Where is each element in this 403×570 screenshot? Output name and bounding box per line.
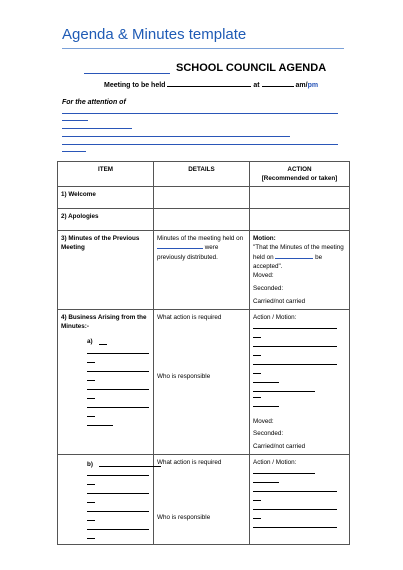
business-action: [250, 310, 350, 455]
attention-line-6[interactable]: [62, 151, 86, 152]
table-row: [58, 310, 350, 455]
attention-line-3[interactable]: [62, 128, 132, 129]
agenda-title: SCHOOL COUNCIL AGENDA: [176, 62, 327, 74]
action-motion-label: Action / Motion:: [253, 314, 297, 322]
header-action-sub: [Recommended or taken]: [261, 175, 338, 183]
table-row: [58, 209, 350, 231]
action-lines-b[interactable]: [253, 467, 346, 530]
agenda-heading: [84, 62, 344, 74]
table-row: [58, 187, 350, 209]
who-responsible-label-b: Who is responsible: [157, 513, 211, 521]
what-action-label-b: What action is required: [157, 458, 222, 466]
meeting-time-blank[interactable]: [262, 86, 294, 87]
row-welcome: 1) Welcome: [58, 187, 154, 209]
minutes-details: Minutes of the meeting held on were previously distributed.: [154, 231, 250, 310]
sub-item-b: b): [61, 460, 150, 469]
header-item: ITEM: [58, 162, 154, 187]
attention-line-5[interactable]: [62, 144, 338, 145]
attention-line-1[interactable]: [62, 113, 338, 114]
seconded-label-2: Seconded:: [253, 430, 284, 438]
carried-label-2: Carried/not carried: [253, 442, 306, 450]
motion-date-blank[interactable]: [275, 258, 313, 259]
apologies-details[interactable]: [154, 209, 250, 231]
row-apologies: 2) Apologies: [58, 209, 154, 231]
document-title: Agenda & Minutes template: [62, 26, 247, 43]
attention-line-2[interactable]: [62, 120, 88, 121]
agenda-table: [57, 161, 350, 545]
moved-label-2: Moved:: [253, 418, 274, 426]
what-action-label: What action is required: [157, 314, 222, 322]
title-rule: [62, 48, 344, 49]
at-label: at: [253, 82, 260, 89]
meeting-line: [104, 82, 318, 89]
sub-b-action: [250, 454, 350, 544]
meeting-date-blank[interactable]: [167, 86, 251, 87]
moved-label: Moved:: [253, 271, 274, 279]
minutes-action: Motion: "That the Minutes of the meeting held on be accepted". Moved: Seconded: Carried/not carried: [250, 231, 350, 310]
minutes-date-blank[interactable]: [157, 248, 203, 249]
row-business: 4) Business Arising from the Minutes:- a): [58, 310, 154, 455]
table-row: [58, 454, 350, 544]
sub-b-details: [154, 454, 250, 544]
seconded-label: Seconded:: [253, 284, 284, 292]
apologies-action[interactable]: [250, 209, 350, 231]
sub-item-a: a): [61, 337, 150, 346]
sub-item-a-lines[interactable]: [61, 347, 150, 428]
action-motion-label-b: Action / Motion:: [253, 458, 297, 466]
attention-line-4[interactable]: [62, 136, 290, 137]
pm-label: pm: [307, 82, 319, 89]
table-header-row: [58, 162, 350, 187]
table-row: [58, 231, 350, 310]
welcome-action[interactable]: [250, 187, 350, 209]
business-details: [154, 310, 250, 455]
school-name-blank[interactable]: [84, 73, 170, 74]
attention-label: For the attention of: [62, 99, 126, 106]
meeting-label: Meeting to be held: [104, 82, 166, 89]
header-action: ACTION [Recommended or taken]: [250, 162, 350, 187]
row-sub-b: [58, 454, 154, 544]
header-details: DETAILS: [154, 162, 250, 187]
who-responsible-label: Who is responsible: [157, 373, 211, 381]
am-label: am/: [295, 82, 308, 89]
carried-label: Carried/not carried: [253, 298, 306, 305]
welcome-details[interactable]: [154, 187, 250, 209]
row-minutes: 3) Minutes of the Previous Meeting: [58, 231, 154, 310]
action-lines[interactable]: [253, 322, 346, 409]
sub-item-b-lines[interactable]: [61, 469, 150, 541]
